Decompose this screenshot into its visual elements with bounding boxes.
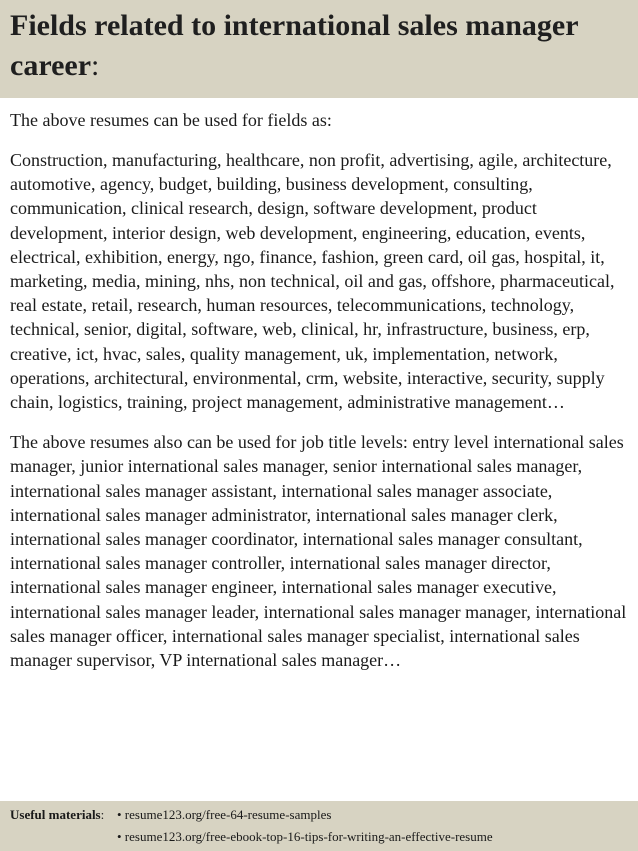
slide-content xyxy=(10,108,632,800)
footer-bar xyxy=(0,801,638,851)
useful-materials-label xyxy=(10,806,104,824)
useful-materials-label-text: Useful materials xyxy=(10,807,101,822)
title-band xyxy=(0,0,638,98)
page-title-colon: : xyxy=(91,49,100,82)
resume-samples-link[interactable]: • resume123.org/free-64-resume-samples xyxy=(117,807,332,822)
fields-list-text: Construction, manufacturing, healthcare, non profit, advertising, agile, architecture, automotive, agency, budget, building, business development, consulting, communication, clinical research, design, software development, product development, interior design, web development, engineering, education, events, electrical, exhibition, energy, ngo, finance, fashion, green card, oil gas, hospital, it, marketing, media, mining, nhs, non technical, oil and gas, offshore, pharmaceutical, real estate, retail, research, human resources, telecommunications, technology, technical, senior, digital, software, web, clinical, hr, infrastructure, business, erp, creative, ict, hvac, sales, quality management, uk, implementation, network, operations, architectural, environmental, crm, website, interactive, security, supply chain, logistics, training, project management, administrative management… xyxy=(10,150,615,413)
intro-text: The above resumes can be used for fields as: xyxy=(10,110,332,130)
resume-ebook-link[interactable]: • resume123.org/free-ebook-top-16-tips-for-writing-an-effective-resume xyxy=(117,829,493,844)
job-levels-text: The above resumes also can be used for job title levels: entry level international sales manager, junior international sales manager, senior international sales manager, international sales manager assistant, international sales manager associate, international sales manager administrator, international sales manager clerk, international sales manager coordinator, international sales manager consultant, international sales manager controller, international sales manager director, international sales manager engineer, international sales manager executive, international sales manager leader, international sales manager manager, international sales manager officer, international sales manager specialist, international sales manager supervisor, VP international sales manager… xyxy=(10,432,627,671)
useful-materials-label-colon: : xyxy=(100,807,105,822)
page-title xyxy=(10,6,630,86)
page-title-text: Fields related to international sales manager career xyxy=(10,9,579,82)
